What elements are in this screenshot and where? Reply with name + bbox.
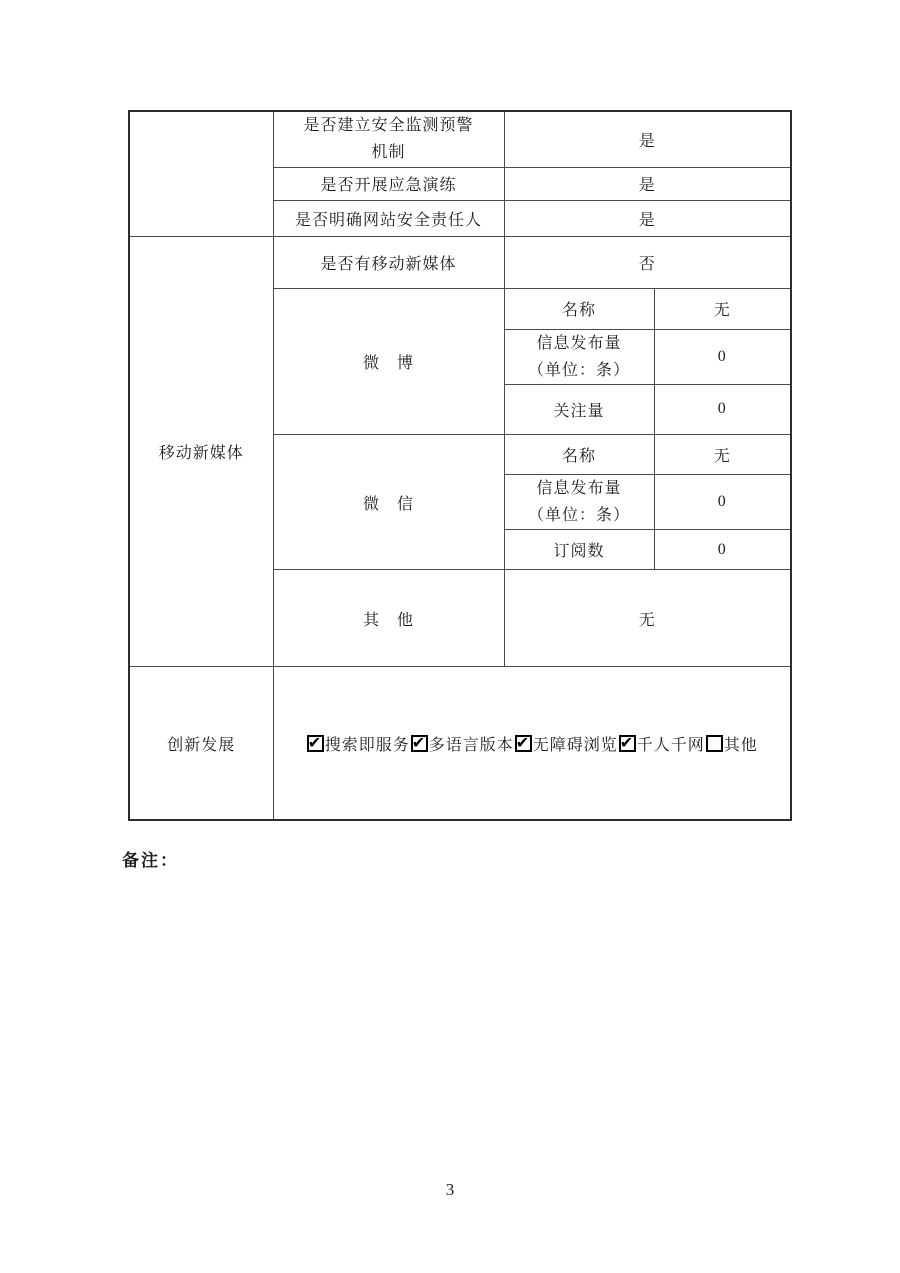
table-row — [129, 111, 791, 167]
weibo-followers-value: 0 — [654, 384, 791, 434]
label-line: 信息发布量 — [536, 334, 622, 352]
checkbox-personalized-icon — [619, 735, 636, 752]
wechat-name-label: 名称 — [504, 434, 654, 474]
wechat-name-value: 无 — [654, 434, 791, 474]
annual-report-table — [128, 110, 792, 821]
weibo-publish-value: 0 — [654, 329, 791, 384]
weibo-followers-label: 关注量 — [504, 384, 654, 434]
category-cell-innovation: 创新发展 — [129, 667, 273, 820]
option-label: 无障碍浏览 — [532, 736, 618, 754]
security-officer-value: 是 — [504, 200, 791, 236]
weibo-publish-label — [504, 329, 654, 384]
checkbox-other-icon — [706, 735, 723, 752]
security-monitor-value: 是 — [504, 111, 791, 167]
checkbox-multilingual-icon — [411, 735, 428, 752]
remark-label: 备注： — [122, 851, 179, 870]
innovation-option — [306, 732, 410, 755]
option-label: 千人千网 — [636, 736, 705, 754]
table-row — [129, 667, 791, 820]
innovation-options-cell — [273, 667, 791, 820]
table-row — [129, 236, 791, 288]
innovation-option — [514, 732, 618, 755]
wechat-group-label: 微 信 — [273, 434, 504, 569]
checkbox-search-as-service-icon — [307, 735, 324, 752]
security-monitor-label — [273, 111, 504, 167]
category-cell-empty — [129, 111, 273, 236]
emergency-drill-label: 是否开展应急演练 — [273, 167, 504, 200]
option-label: 多语言版本 — [428, 736, 514, 754]
security-officer-label: 是否明确网站安全责任人 — [273, 200, 504, 236]
option-label: 搜索即服务 — [324, 736, 410, 754]
other-media-label: 其 他 — [273, 570, 504, 667]
wechat-publish-label — [504, 474, 654, 529]
weibo-name-value: 无 — [654, 288, 791, 329]
label-line: 是否建立安全监测预警 — [303, 117, 474, 135]
option-label: 其他 — [723, 736, 758, 754]
other-media-value: 无 — [504, 570, 791, 667]
label-line: 信息发布量 — [536, 479, 622, 497]
weibo-group-label: 微 博 — [273, 288, 504, 434]
label-line: （单位：条） — [527, 507, 630, 525]
weibo-name-label: 名称 — [504, 288, 654, 329]
has-mobile-media-label: 是否有移动新媒体 — [273, 236, 504, 288]
innovation-option — [705, 732, 758, 755]
has-mobile-media-value: 否 — [504, 236, 791, 288]
label-line: 机制 — [371, 144, 406, 162]
checkbox-accessibility-icon — [515, 735, 532, 752]
wechat-subscribers-value: 0 — [654, 530, 791, 570]
wechat-publish-value: 0 — [654, 474, 791, 529]
label-line: （单位：条） — [527, 361, 630, 379]
page-number: 3 — [445, 1180, 455, 1199]
category-cell-mobile-media: 移动新媒体 — [129, 236, 273, 667]
wechat-subscribers-label: 订阅数 — [504, 530, 654, 570]
emergency-drill-value: 是 — [504, 167, 791, 200]
innovation-option — [618, 732, 705, 755]
innovation-option — [410, 732, 514, 755]
